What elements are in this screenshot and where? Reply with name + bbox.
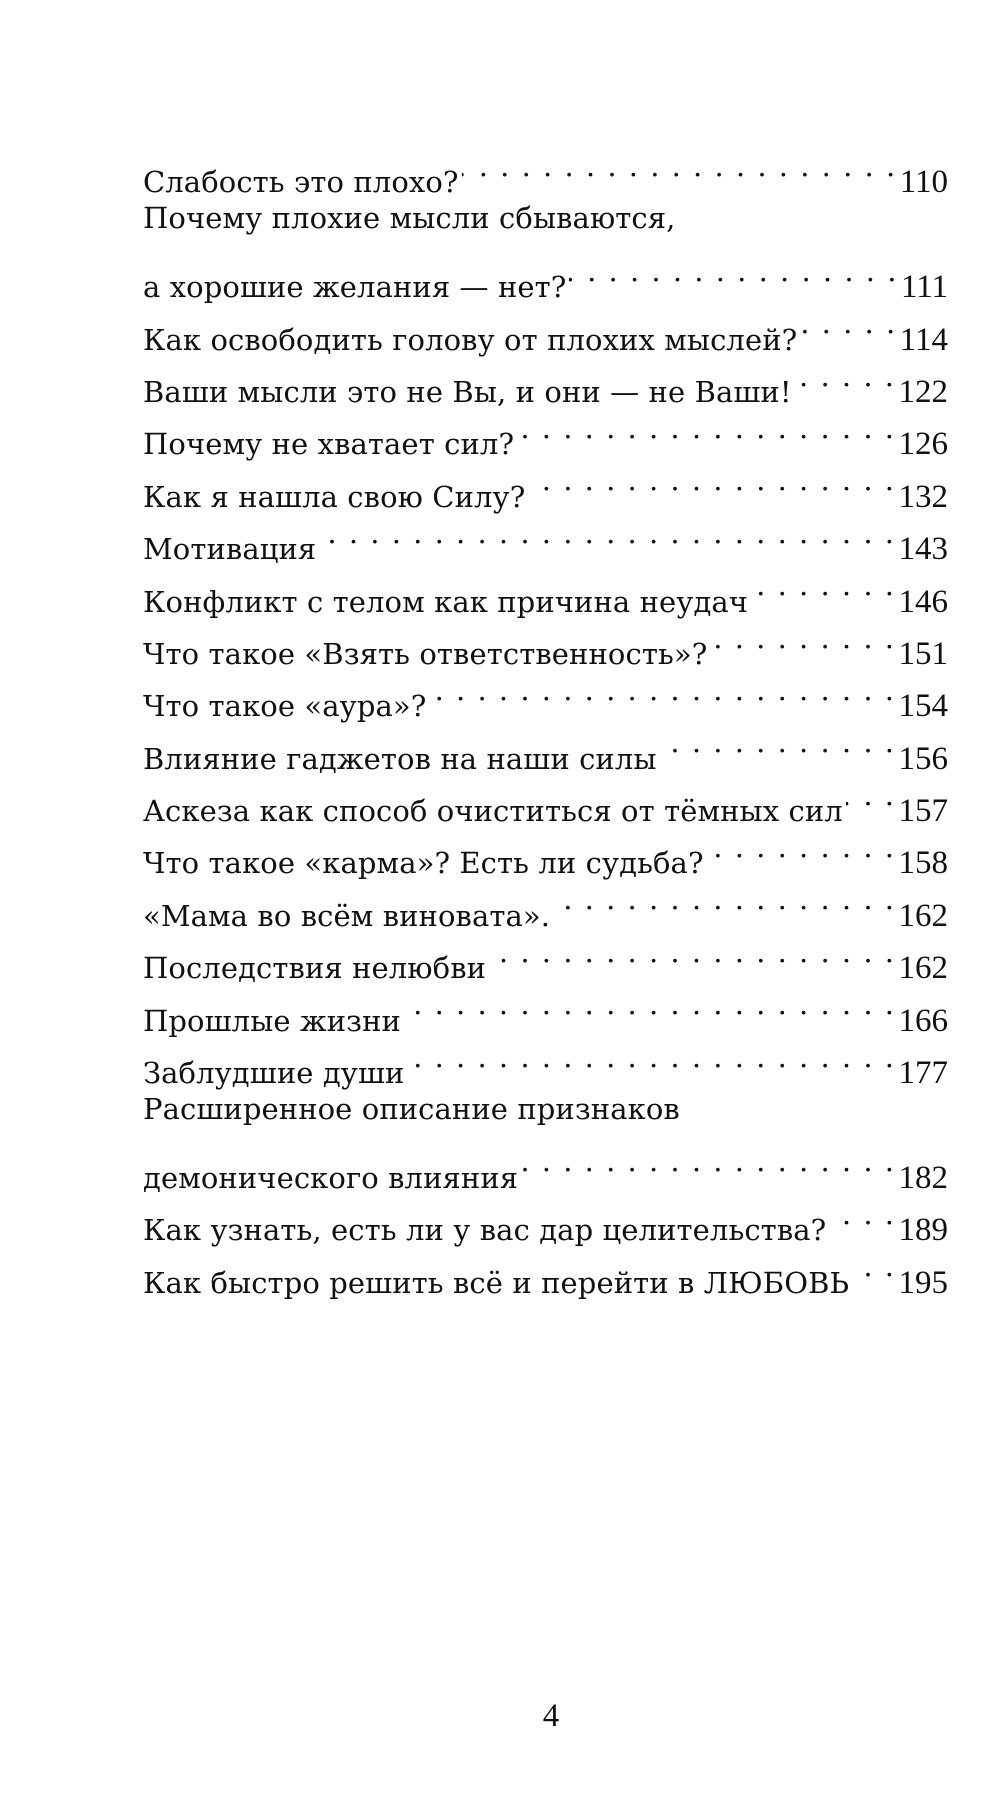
toc-entry-page: 110: [899, 164, 948, 201]
table-of-contents: [143, 140, 948, 1301]
toc-entry-page: 154: [898, 688, 948, 725]
dot-leader: [710, 612, 895, 664]
toc-entry-title: Как освободить голову от плохих мыслей?: [143, 322, 798, 357]
toc-entry-page: 157: [898, 793, 948, 830]
toc-entry-title: Последствия нелюбви: [143, 951, 487, 986]
dot-leader: [846, 769, 896, 821]
dot-leader: [319, 507, 895, 559]
dot-leader: [795, 350, 896, 402]
toc-entry-title: Прошлые жизни: [143, 1003, 401, 1038]
toc-entry[interactable]: [143, 245, 948, 306]
toc-entry-title: Что такое «Взять ответственность»?: [143, 636, 708, 671]
toc-entry-title: Как быстро решить всё и перейти в ЛЮБОВЬ: [143, 1265, 850, 1300]
toc-entry-page: 162: [898, 897, 948, 934]
dot-leader: [517, 402, 895, 454]
dot-leader: [829, 1188, 895, 1240]
toc-entry-title: Как я нашла свою Силу?: [143, 479, 526, 514]
page-number: 4: [542, 1698, 560, 1734]
dot-leader: [462, 140, 897, 192]
toc-entry-page: 195: [898, 1264, 948, 1301]
dot-leader: [751, 559, 895, 611]
toc-entry-page: 182: [898, 1159, 948, 1196]
dot-leader: [489, 926, 895, 978]
toc-entry-title: Расширенное описание признаков: [143, 1092, 680, 1127]
toc-entry-title: Ваши мысли это не Вы, и они — не Ваши!: [143, 374, 792, 409]
toc-entry-title: а хорошие желания — нет?: [143, 270, 567, 305]
dot-leader: [407, 1031, 895, 1083]
toc-entry-page: 177: [898, 1055, 948, 1092]
toc-entry-page: 114: [899, 321, 948, 358]
toc-entry-title: Слабость это плохо?: [143, 165, 459, 200]
toc-entry-page: 162: [898, 950, 948, 987]
toc-entry-title: Мотивация: [143, 532, 317, 567]
toc-entry[interactable]: [143, 1083, 948, 1135]
toc-entry-page: 166: [898, 1002, 948, 1039]
toc-entry-page: 111: [900, 269, 948, 306]
dot-leader: [707, 821, 896, 873]
toc-entry-page: 158: [898, 845, 948, 882]
toc-entry-page: 189: [898, 1212, 948, 1249]
toc-entry-title: Как узнать, есть ли у вас дар целительства?: [143, 1213, 827, 1248]
dot-leader: [553, 873, 895, 925]
dot-leader: [528, 454, 895, 506]
toc-entry-title: Что такое «аура»?: [143, 689, 427, 724]
toc-entry[interactable]: [143, 1135, 948, 1196]
dot-leader: [569, 245, 897, 297]
toc-entry-title: Почему плохие мысли сбываются,: [143, 201, 676, 236]
toc-entry[interactable]: [143, 192, 948, 244]
toc-entry-page: 122: [898, 373, 948, 410]
toc-entry-page: 146: [898, 583, 948, 620]
toc-entry[interactable]: [143, 140, 948, 201]
toc-entry-title: демонического влияния: [143, 1160, 519, 1195]
dot-leader: [429, 664, 895, 716]
toc-entry-title: Аскеза как способ очиститься от тёмных сил: [143, 794, 843, 829]
toc-entry-page: 156: [898, 740, 948, 777]
dot-leader: [852, 1240, 895, 1292]
dot-leader: [800, 297, 896, 349]
toc-entry-page: 132: [898, 478, 948, 515]
toc-entry-title: Влияние гаджетов на наши силы: [143, 741, 657, 776]
toc-entry-title: Заблудшие души: [143, 1056, 405, 1091]
dot-leader: [404, 978, 896, 1030]
dot-leader: [660, 716, 896, 768]
toc-entry-title: Конфликт с телом как причина неудач: [143, 584, 749, 619]
toc-entry-title: «Мама во всём виновата».: [143, 898, 551, 933]
toc-entry-page: 151: [898, 635, 948, 672]
toc-entry-page: 143: [898, 531, 948, 568]
toc-entry-title: Почему не хватает сил?: [143, 427, 515, 462]
toc-entry-title: Что такое «карма»? Есть ли судьба?: [143, 846, 704, 881]
dot-leader: [521, 1135, 895, 1187]
toc-entry-page: 126: [898, 426, 948, 463]
